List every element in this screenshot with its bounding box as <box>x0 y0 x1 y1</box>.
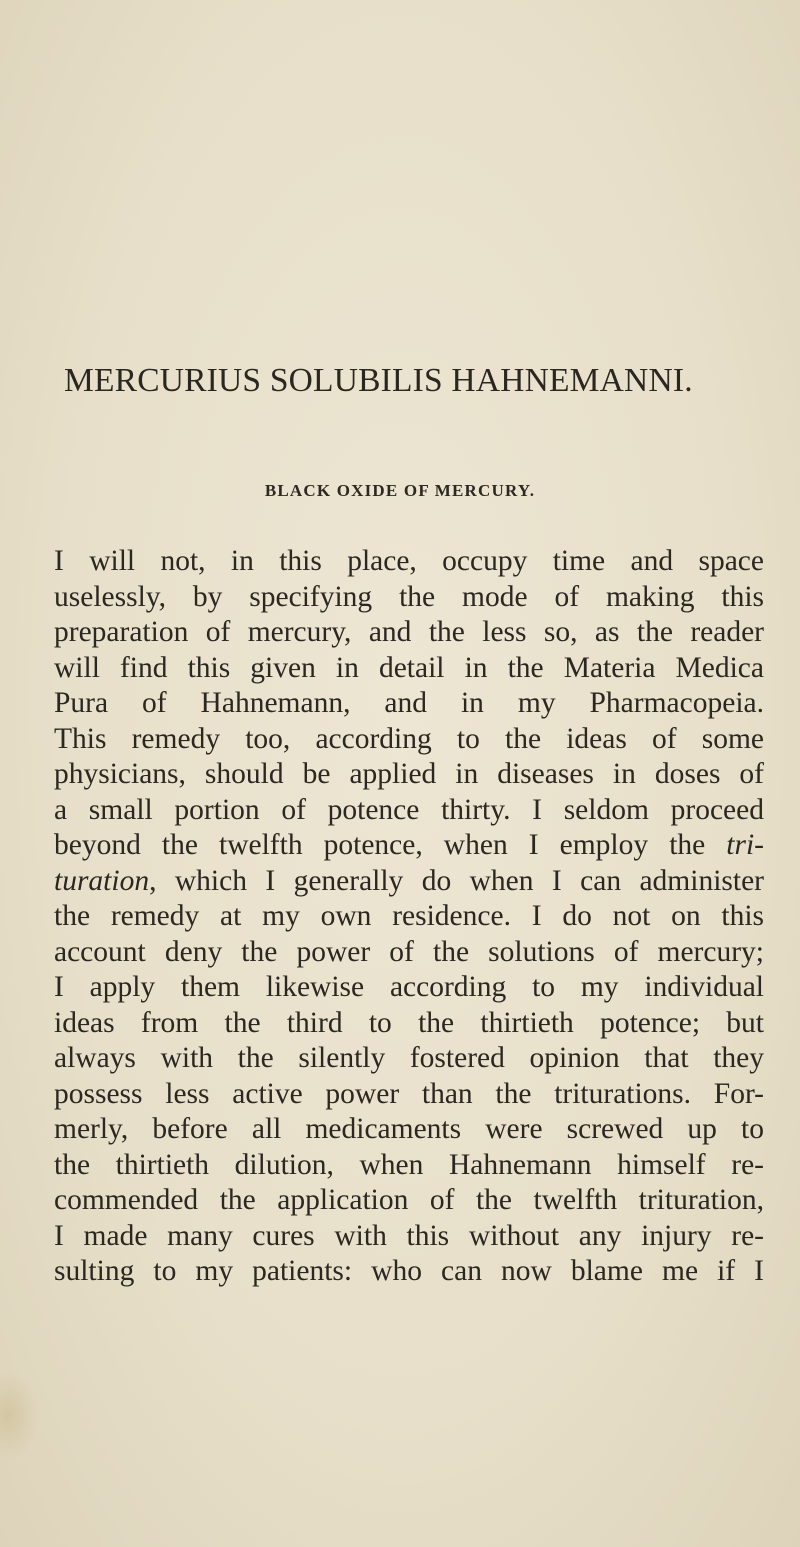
text-line: uselessly, by specifying the mode of making this <box>54 580 764 613</box>
text-line: will find this given in detail in the Materia Medica <box>54 651 764 684</box>
page-subtitle: BLACK OXIDE OF MERCURY. <box>264 481 536 500</box>
text-segment: , which I generally do when I can administer <box>149 864 764 897</box>
page-title: MERCURIUS SOLUBILIS HAHNEMANNI. <box>64 362 693 399</box>
text-line: the remedy at my own residence. I do not on this <box>54 900 764 932</box>
italic-word: tri- <box>726 829 764 861</box>
italic-word: turation <box>54 864 150 897</box>
text-line-mixed <box>54 828 764 864</box>
text-line: preparation of mercury, and the less so, as the reader <box>54 616 764 648</box>
text-line: a small portion of potence thirty. I seldom proceed <box>54 793 764 826</box>
text-line: Pura of Hahnemann, and in my Pharmacopeia. <box>54 687 764 719</box>
text-line: always with the silently fostered opinion that they <box>54 1042 764 1074</box>
text-line: commended the application of the twelfth trituration, <box>54 1184 764 1216</box>
text-line: the thirtieth dilution, when Hahnemann himself re- <box>54 1148 764 1181</box>
page-stain <box>0 1370 40 1460</box>
text-line: ideas from the third to the thirtieth potence; but <box>54 1006 764 1039</box>
text-line-mixed <box>54 864 764 900</box>
text-line: physicians, should be applied in diseases in doses of <box>54 758 764 790</box>
text-line: I apply them likewise according to my individual <box>54 971 764 1003</box>
text-line: merly, before all medicaments were screwed up to <box>54 1113 764 1145</box>
text-line: account deny the power of the solutions of mercury; <box>54 935 764 968</box>
body-paragraph <box>54 544 764 1290</box>
text-line: This remedy too, according to the ideas of some <box>54 722 764 755</box>
text-line: I made many cures with this without any injury re- <box>54 1219 764 1252</box>
text-line: sulting to my patients: who can now blame me if I <box>54 1255 764 1287</box>
text-segment: beyond the twelfth potence, when I employ the <box>54 829 706 861</box>
text-line: possess less active power than the triturations. For- <box>54 1077 764 1110</box>
text-line: I will not, in this place, occupy time and space <box>54 545 764 577</box>
